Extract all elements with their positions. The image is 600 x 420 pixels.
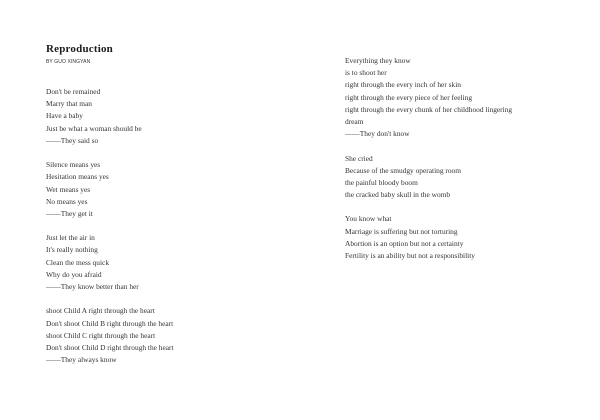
stanza-break [46, 220, 174, 232]
poem-line: Everything they know [345, 56, 411, 65]
poem-left-column [46, 86, 174, 366]
poem-line: Don't shoot Child D right through the heart [46, 342, 174, 352]
poem-line: Just let the air in [46, 233, 95, 243]
poem-line: dream [345, 116, 364, 126]
poem-line: the painful bloody boom [345, 177, 418, 187]
poem-attribution-line: ——They know better than her [46, 282, 139, 291]
poem-line: Because of the smudgy operating room [345, 165, 461, 175]
poem-line: Abortion is an option but not a certainty [345, 238, 464, 248]
stanza-break [345, 140, 512, 152]
stanza-break [46, 293, 174, 305]
poem-line: shoot Child A right through the heart [46, 306, 155, 316]
poem-attribution-line: ——They don't know [345, 129, 410, 139]
poem-line: right through the every chunk of her childhood lingering [345, 104, 513, 114]
poem-line: the cracked baby skull in the womb [345, 190, 451, 200]
poem-line: Marriage is suffering but not torturing [345, 226, 458, 236]
poem-attribution-line: ——They said so [46, 135, 99, 145]
poem-line: Wet means yes [46, 184, 91, 194]
poem-right-column [345, 55, 512, 262]
poem-line: Just be what a woman should be [46, 123, 142, 133]
stanza-break [345, 201, 512, 213]
poem-line: Why do you afraid [46, 269, 102, 279]
poem-attribution-line: ——They always know [46, 355, 117, 365]
poem-line: It's really nothing [46, 245, 98, 255]
poem-byline: BY GUO XINGYAN [46, 59, 91, 65]
poem-attribution-line: ——They get it [46, 208, 93, 218]
poem-line: Clean the mess quick [46, 257, 110, 267]
poem-title: Reproduction [46, 43, 113, 55]
poem-line: Marry that man [46, 99, 92, 109]
poem-line: Hesitation means yes [46, 172, 109, 182]
poem-line: Silence means yes [46, 160, 101, 170]
poem-line: Don't be remained [46, 87, 101, 96]
poem-line: No means yes [46, 196, 88, 206]
poem-line: She cried [345, 153, 373, 163]
poem-line: Have a baby [46, 111, 83, 121]
poem-line: Don't shoot Child B right through the heart [46, 318, 174, 328]
poem-line: You know what [345, 214, 392, 224]
poem-line: right through the every piece of her feeling [345, 92, 473, 102]
poem-line: is to shoot her [345, 68, 387, 78]
poem-line: shoot Child C right through the heart [46, 330, 156, 340]
stanza-break [46, 147, 174, 159]
poem-line: Fertility is an ability but not a responsibility [345, 251, 475, 260]
poem-line: right through the every inch of her skin [345, 80, 461, 90]
